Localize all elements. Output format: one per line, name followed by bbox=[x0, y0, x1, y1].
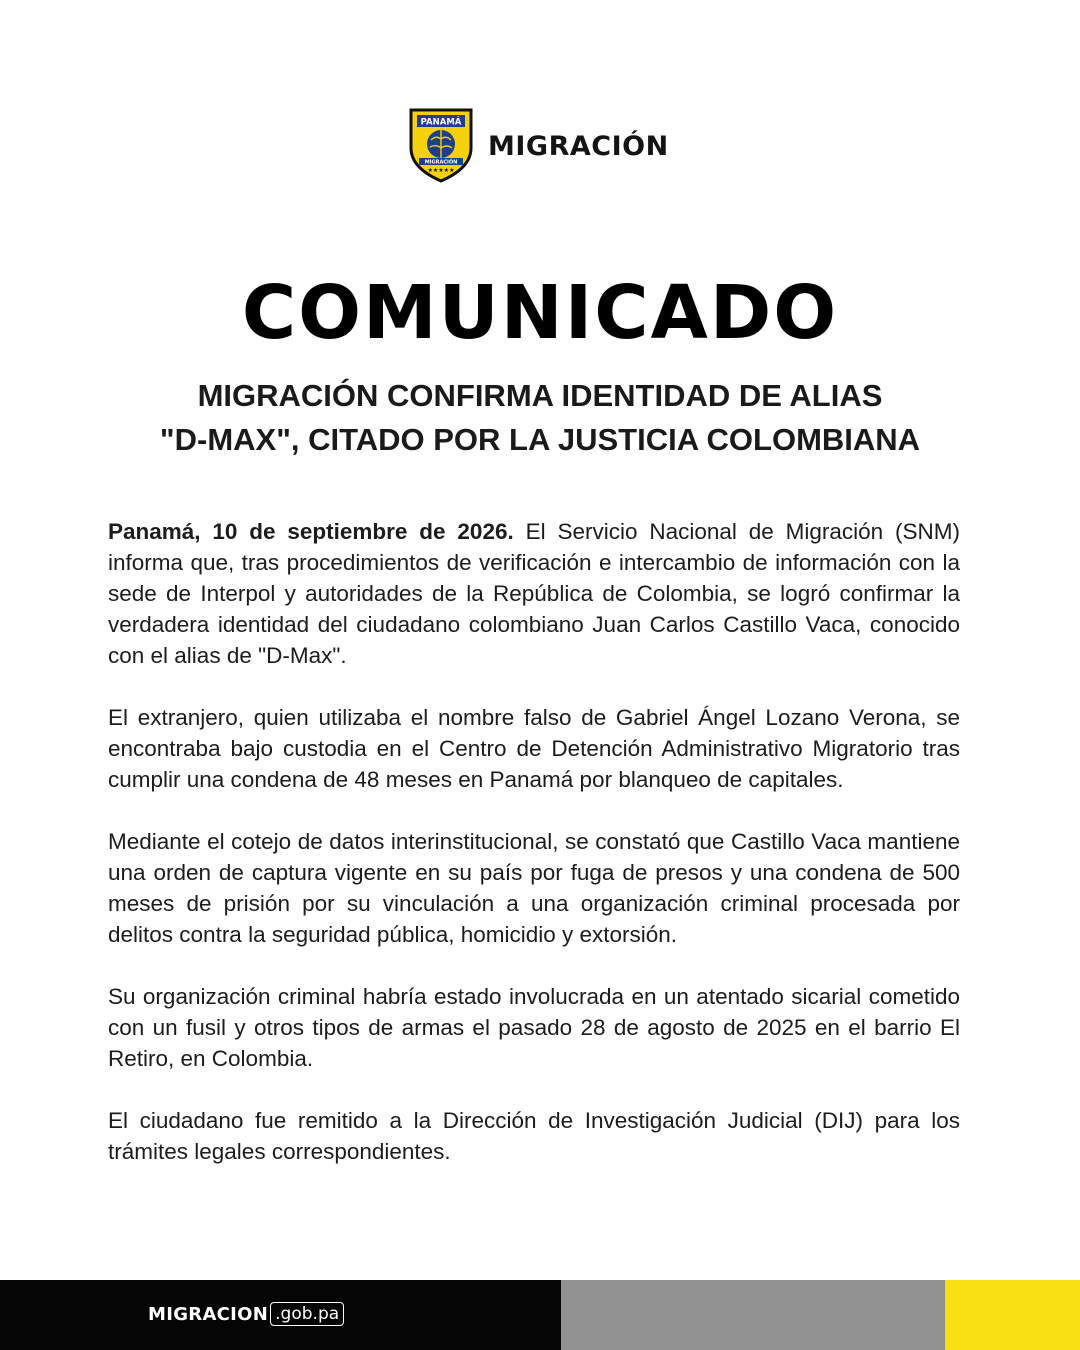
shield-emblem-icon bbox=[406, 104, 476, 184]
footer-bar bbox=[0, 1280, 1080, 1350]
dateline: Panamá, 10 de septiembre de 2026. bbox=[108, 519, 514, 544]
badge-bottom-text: MIGRACIÓN bbox=[424, 159, 458, 166]
website-address bbox=[148, 1302, 344, 1326]
press-release-body bbox=[108, 516, 960, 1198]
paragraph-3: Mediante el cotejo de datos interinstitucional, se constató que Castillo Vaca mantiene una orden de captura vigente en su país por fuga de presos y una condena de 500 meses de prisión por su vinculación a una organización criminal procesada por delitos contra la seguridad pública, homicidio y extorsión. bbox=[108, 829, 960, 947]
website-domain: .gob.pa bbox=[270, 1302, 344, 1326]
badge-top-text: PANAMÁ bbox=[420, 117, 462, 128]
footer-grey-segment bbox=[561, 1280, 945, 1350]
paragraph-1-text: El Servicio Nacional de Migración (SNM) informa que, tras procedimientos de verificación e intercambio de información con la sede de Interpol y autoridades de la República de Colombia, se logró confirmar la verdadera identidad del ciudadano colombiano Juan Carlos Castillo Vaca, conocido con el alias de "D-Max". bbox=[108, 519, 961, 668]
footer-black-segment bbox=[0, 1280, 561, 1350]
paragraph-4: Su organización criminal habría estado involucrada en un atentado sicarial cometido con un fusil y otros tipos de armas el pasado 28 de agosto de 2025 en el barrio El Retiro, en Colombia. bbox=[108, 984, 960, 1071]
paragraph-1 bbox=[108, 516, 960, 671]
paragraph-2: El extranjero, quien utilizaba el nombre falso de Gabriel Ángel Lozano Verona, se encontraba bajo custodia en el Centro de Detención Administrativo Migratorio tras cumplir una condena de 48 meses en Panamá por blanqueo de capitales. bbox=[108, 705, 960, 792]
headline-line-1: MIGRACIÓN CONFIRMA IDENTIDAD DE ALIAS bbox=[197, 378, 883, 413]
website-brand: MIGRACION bbox=[148, 1303, 269, 1325]
headline-line-2: "D-MAX", CITADO POR LA JUSTICIA COLOMBIANA bbox=[159, 422, 921, 457]
paragraph-5: El ciudadano fue remitido a la Dirección de Investigación Judicial (DIJ) para los trámites legales correspondientes. bbox=[108, 1108, 960, 1164]
press-headline bbox=[100, 374, 980, 462]
page-title: COMUNICADO bbox=[241, 270, 839, 356]
brand-name: MIGRACIÓN bbox=[488, 130, 669, 162]
footer-yellow-segment bbox=[945, 1280, 1080, 1350]
badge-stars-icon: ★★★★★ bbox=[427, 167, 455, 174]
migracion-logo bbox=[406, 104, 669, 184]
